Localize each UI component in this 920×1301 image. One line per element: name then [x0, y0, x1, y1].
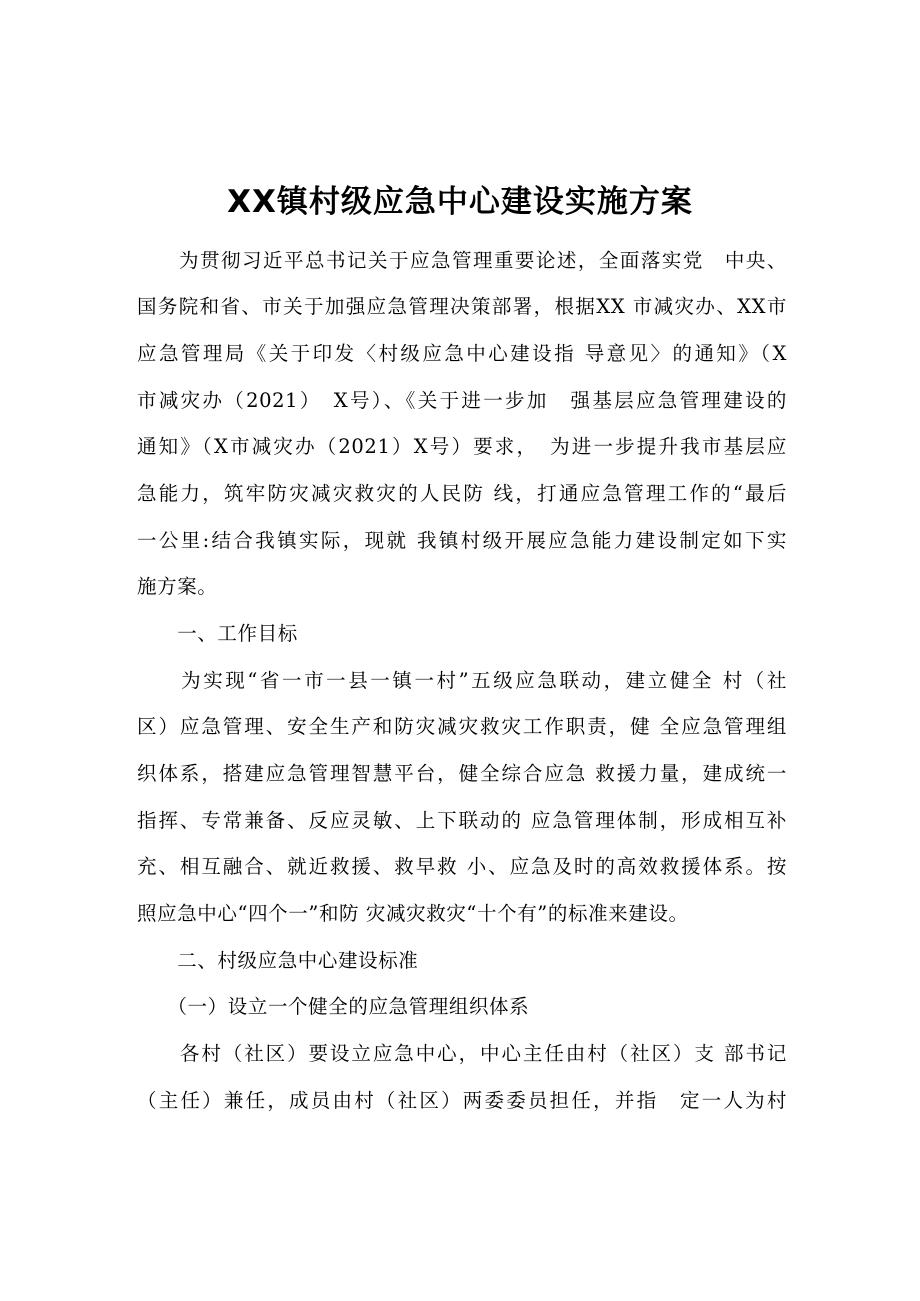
paragraph-line: 为实现“省一市一县一镇一村”五级应急联动，建立健全 村（社	[137, 669, 787, 692]
paragraph-line: 充、相互融合、就近救援、救早救 小、应急及时的高效救援体系。按	[137, 855, 787, 878]
paragraph-line: 指挥、专常兼备、反应灵敏、上下联动的 应急管理体制，形成相互补	[137, 809, 787, 832]
paragraph-line: 应急管理局《关于印发〈村级应急中心建设指 导意见〉的通知》（X	[137, 342, 787, 365]
paragraph-line: 通知》（X市减灾办（2021）X号）要求， 为进一步提升我市基层应	[137, 435, 787, 458]
paragraph-line: 急能力，筑牢防灾减灾救灾的人民防 线，打通应急管理工作的“最后	[137, 482, 787, 505]
subsection-heading: （一）设立一个健全的应急管理组织体系	[137, 995, 530, 1018]
section-heading: 一、工作目标	[137, 622, 298, 645]
document-title: XX镇村级应急中心建设实施方案	[227, 184, 693, 220]
paragraph-line: 区）应急管理、安全生产和防灾减灾救灾工作职责，健 全应急管理组	[137, 715, 787, 738]
section-heading: 二、村级应急中心建设标准	[137, 949, 419, 972]
paragraph-line: （主任）兼任，成员由村（社区）两委委员担任，并指 定一人为村	[137, 1089, 787, 1112]
paragraph-line: 施方案。	[137, 575, 218, 598]
paragraph-line: 市减灾办（2021） X号）、《关于进一步加 强基层应急管理建设的	[137, 389, 787, 412]
paragraph-line: 织体系，搭建应急管理智慧平台，健全综合应急 救援力量，建成统一	[137, 762, 787, 785]
paragraph-line: 照应急中心“四个一”和防 灾减灾救灾“十个有”的标准来建设。	[137, 902, 689, 925]
paragraph-line: 各村（社区）要设立应急中心，中心主任由村（社区）支 部书记	[137, 1042, 787, 1065]
paragraph-line: 国务院和省、市关于加强应急管理决策部署，根据XX 市减灾办、XX市	[137, 295, 787, 318]
paragraph-line: 一公里:结合我镇实际，现就 我镇村级开展应急能力建设制定如下实	[137, 529, 787, 552]
paragraph-line: 为贯彻习近平总书记关于应急管理重要论述，全面落实党 中央、	[137, 249, 787, 272]
